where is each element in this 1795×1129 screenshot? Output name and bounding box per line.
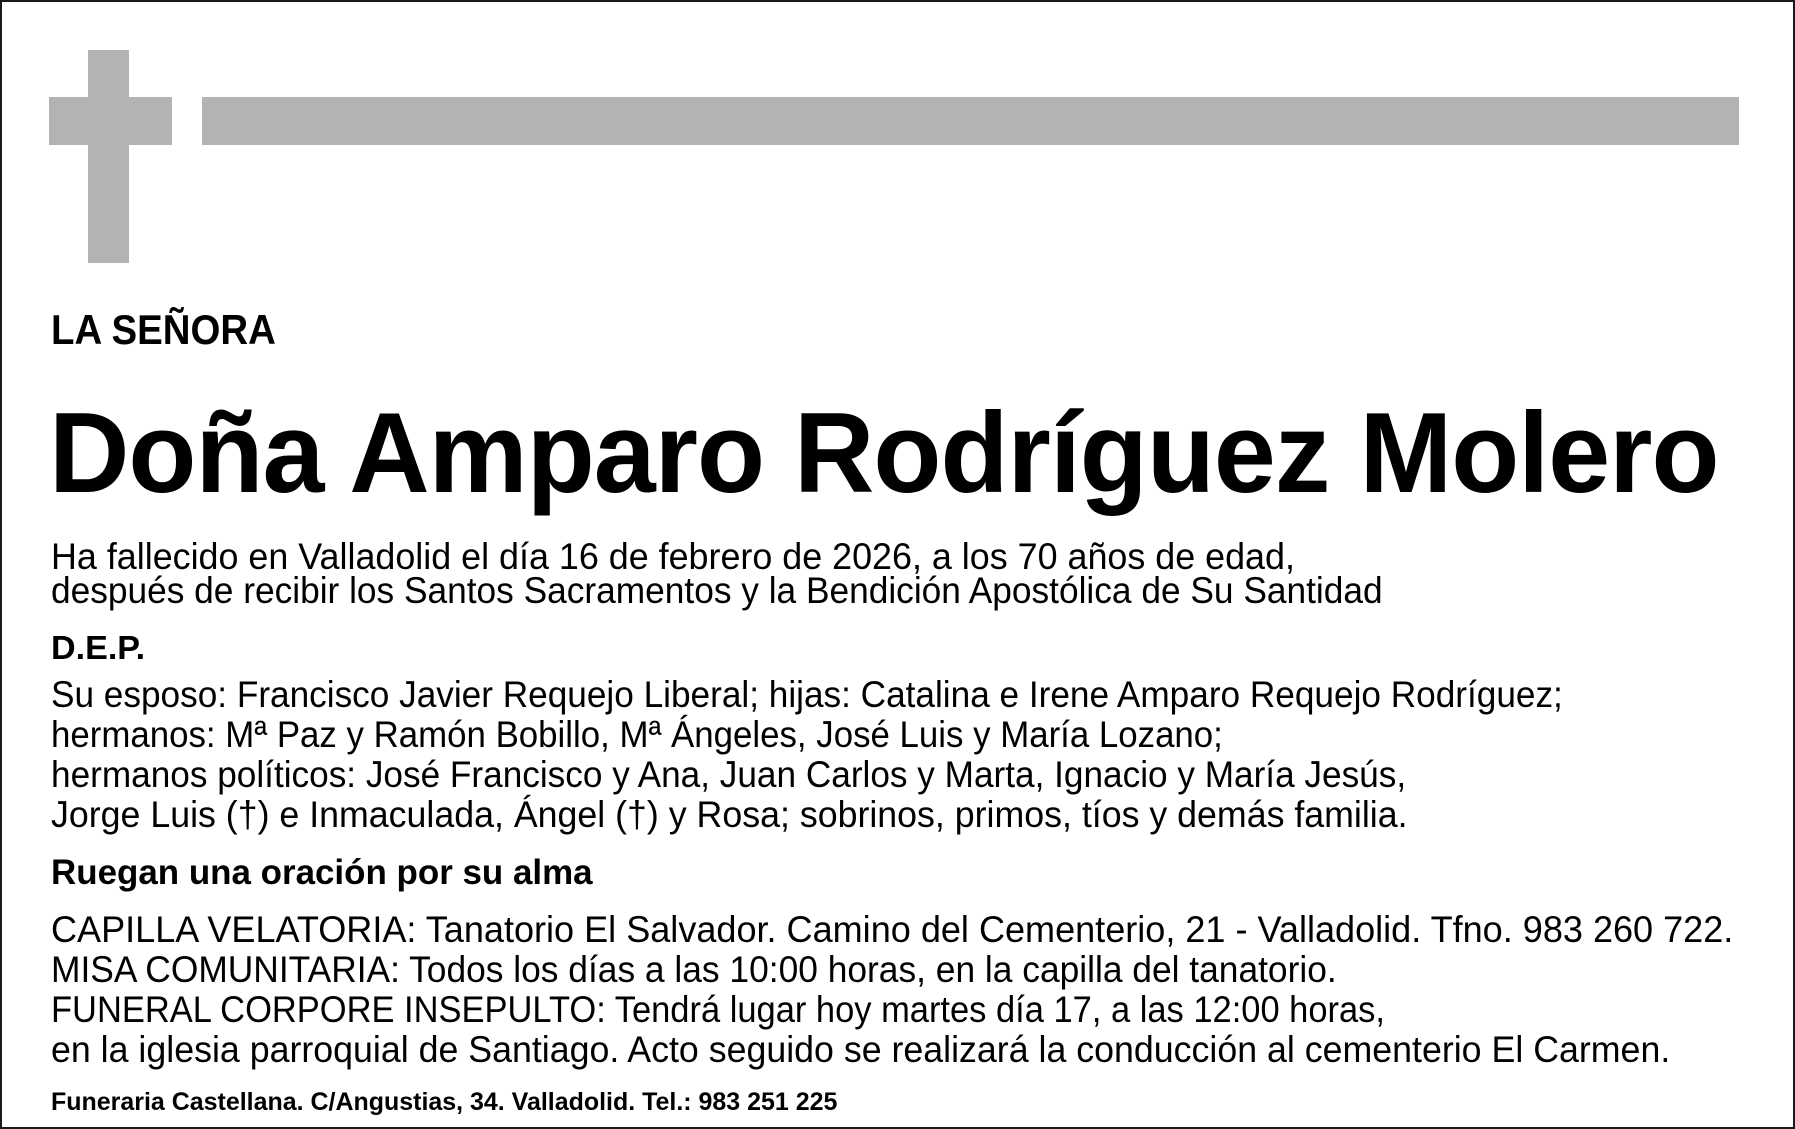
service-line-funeral: FUNERAL CORPORE INSEPULTO: Tendrá lugar hoy martes día 17, a las 12:00 horas, bbox=[51, 989, 1385, 1030]
announcement-line-2: después de recibir los Santos Sacramentos y la Bendición Apostólica de Su Santidad bbox=[51, 570, 1383, 611]
prayer-request: Ruegan una oración por su alma bbox=[51, 853, 593, 892]
announcement-line-1: Ha fallecido en Valladolid el día 16 de febrero de 2026, a los 70 años de edad, bbox=[51, 536, 1295, 577]
rip-label: D.E.P. bbox=[51, 629, 146, 666]
family-line-2: hermanos: Mª Paz y Ramón Bobillo, Mª Ángeles, José Luis y María Lozano; bbox=[51, 714, 1223, 755]
funeral-home-footer: Funeraria Castellana. C/Angustias, 34. Valladolid. Tel.: 983 251 225 bbox=[51, 1088, 838, 1116]
service-line-burial: en la iglesia parroquial de Santiago. Acto seguido se realizará la conducción al cementerio El Carmen. bbox=[51, 1029, 1671, 1070]
header-bar bbox=[202, 97, 1739, 145]
service-line-mass: MISA COMUNITARIA: Todos los días a las 10:00 horas, en la capilla del tanatorio. bbox=[51, 949, 1337, 990]
service-line-wake: CAPILLA VELATORIA: Tanatorio El Salvador. Camino del Cementerio, 21 - Valladolid. Tfno. 983 260 722. bbox=[51, 909, 1734, 950]
family-line-1: Su esposo: Francisco Javier Requejo Liberal; hijas: Catalina e Irene Amparo Requejo Rodríguez; bbox=[51, 674, 1563, 715]
title-label: LA SEÑORA bbox=[51, 306, 276, 353]
family-line-4: Jorge Luis (†) e Inmaculada, Ángel (†) y Rosa; sobrinos, primos, tíos y demás familia. bbox=[51, 794, 1408, 835]
family-line-3: hermanos políticos: José Francisco y Ana, Juan Carlos y Marta, Ignacio y María Jesús, bbox=[51, 754, 1407, 795]
deceased-name: Doña Amparo Rodríguez Molero bbox=[49, 390, 1719, 517]
